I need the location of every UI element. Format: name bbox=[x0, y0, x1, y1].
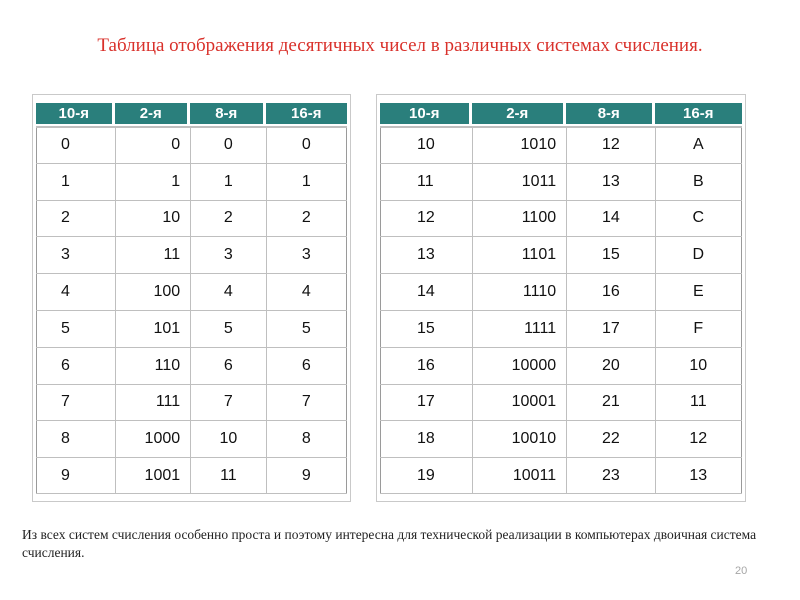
table-row bbox=[380, 163, 742, 200]
cell-octal: 10 bbox=[190, 421, 265, 457]
cell-octal: 6 bbox=[190, 348, 265, 384]
cell-hex: 5 bbox=[266, 311, 347, 347]
header-decimal: 10-я bbox=[36, 103, 115, 124]
cell-octal: 21 bbox=[566, 385, 654, 421]
cell-decimal: 9 bbox=[36, 458, 115, 493]
cell-hex: 4 bbox=[266, 274, 347, 310]
cell-hex: 9 bbox=[266, 458, 347, 493]
cell-decimal: 16 bbox=[380, 348, 472, 384]
cell-binary: 10010 bbox=[472, 421, 566, 457]
header-octal: 8-я bbox=[190, 103, 266, 124]
table-row bbox=[36, 126, 347, 163]
cell-octal: 12 bbox=[566, 128, 654, 163]
cell-hex: 3 bbox=[266, 237, 347, 273]
table-header bbox=[380, 103, 742, 124]
cell-decimal: 3 bbox=[36, 237, 115, 273]
cell-hex: 8 bbox=[266, 421, 347, 457]
cell-octal: 3 bbox=[190, 237, 265, 273]
cell-decimal: 13 bbox=[380, 237, 472, 273]
cell-binary: 11 bbox=[115, 237, 191, 273]
cell-octal: 2 bbox=[190, 201, 265, 237]
cell-binary: 1001 bbox=[115, 458, 191, 493]
cell-binary: 1000 bbox=[115, 421, 191, 457]
cell-hex: 7 bbox=[266, 385, 347, 421]
table-row bbox=[380, 420, 742, 457]
slide-title: Таблица отображения десятичных чисел в различных системах счисления. bbox=[97, 35, 703, 56]
table-row bbox=[380, 347, 742, 384]
cell-decimal: 14 bbox=[380, 274, 472, 310]
cell-octal: 17 bbox=[566, 311, 654, 347]
table-row bbox=[36, 384, 347, 421]
cell-decimal: 6 bbox=[36, 348, 115, 384]
table-row bbox=[380, 126, 742, 163]
cell-octal: 15 bbox=[566, 237, 654, 273]
cell-binary: 1111 bbox=[472, 311, 566, 347]
cell-hex: D bbox=[655, 237, 742, 273]
cell-decimal: 10 bbox=[380, 128, 472, 163]
cell-binary: 1010 bbox=[472, 128, 566, 163]
cell-binary: 111 bbox=[115, 385, 191, 421]
table-row bbox=[36, 347, 347, 384]
cell-binary: 10011 bbox=[472, 458, 566, 493]
table-row bbox=[36, 273, 347, 310]
cell-decimal: 15 bbox=[380, 311, 472, 347]
cell-binary: 1100 bbox=[472, 201, 566, 237]
number-table-left bbox=[32, 94, 351, 502]
cell-octal: 13 bbox=[566, 164, 654, 200]
cell-decimal: 19 bbox=[380, 458, 472, 493]
table-row bbox=[380, 273, 742, 310]
cell-decimal: 8 bbox=[36, 421, 115, 457]
cell-decimal: 12 bbox=[380, 201, 472, 237]
cell-hex: B bbox=[655, 164, 742, 200]
table-row bbox=[380, 457, 742, 494]
cell-decimal: 7 bbox=[36, 385, 115, 421]
cell-decimal: 4 bbox=[36, 274, 115, 310]
table-row bbox=[36, 163, 347, 200]
table-row bbox=[380, 310, 742, 347]
cell-octal: 14 bbox=[566, 201, 654, 237]
cell-decimal: 17 bbox=[380, 385, 472, 421]
cell-decimal: 0 bbox=[36, 128, 115, 163]
cell-binary: 10 bbox=[115, 201, 191, 237]
cell-hex: 11 bbox=[655, 385, 742, 421]
cell-binary: 101 bbox=[115, 311, 191, 347]
cell-decimal: 18 bbox=[380, 421, 472, 457]
cell-octal: 16 bbox=[566, 274, 654, 310]
cell-hex: 0 bbox=[266, 128, 347, 163]
table-row bbox=[36, 310, 347, 347]
table-body bbox=[380, 126, 742, 499]
cell-hex: C bbox=[655, 201, 742, 237]
cell-octal: 22 bbox=[566, 421, 654, 457]
cell-decimal: 1 bbox=[36, 164, 115, 200]
cell-octal: 20 bbox=[566, 348, 654, 384]
cell-octal: 11 bbox=[190, 458, 265, 493]
number-table-right bbox=[376, 94, 746, 502]
cell-decimal: 2 bbox=[36, 201, 115, 237]
header-hex: 16-я bbox=[291, 105, 322, 122]
page-number: 20 bbox=[735, 565, 748, 577]
caption-text: Из всех систем счисления особенно проста и поэтому интересна для технической реализации в компьютерах двоичная система счисления. bbox=[22, 527, 757, 560]
table-row bbox=[380, 200, 742, 237]
cell-octal: 4 bbox=[190, 274, 265, 310]
cell-hex: A bbox=[655, 128, 742, 163]
header-octal: 8-я bbox=[566, 103, 655, 124]
cell-binary: 1011 bbox=[472, 164, 566, 200]
cell-octal: 5 bbox=[190, 311, 265, 347]
cell-binary: 1 bbox=[115, 164, 191, 200]
cell-binary: 1101 bbox=[472, 237, 566, 273]
cell-hex: 6 bbox=[266, 348, 347, 384]
cell-decimal: 5 bbox=[36, 311, 115, 347]
cell-decimal: 11 bbox=[380, 164, 472, 200]
cell-binary: 100 bbox=[115, 274, 191, 310]
table-row bbox=[36, 457, 347, 494]
table-row bbox=[36, 236, 347, 273]
cell-hex: 1 bbox=[266, 164, 347, 200]
cell-hex: F bbox=[655, 311, 742, 347]
cell-hex: 12 bbox=[655, 421, 742, 457]
cell-hex: E bbox=[655, 274, 742, 310]
cell-hex: 13 bbox=[655, 458, 742, 493]
cell-binary: 0 bbox=[115, 128, 191, 163]
cell-octal: 0 bbox=[190, 128, 265, 163]
table-header bbox=[36, 103, 347, 124]
cell-binary: 10000 bbox=[472, 348, 566, 384]
cell-octal: 23 bbox=[566, 458, 654, 493]
cell-octal: 1 bbox=[190, 164, 265, 200]
cell-binary: 10001 bbox=[472, 385, 566, 421]
header-binary: 2-я bbox=[472, 103, 566, 124]
cell-hex: 2 bbox=[266, 201, 347, 237]
cell-binary: 110 bbox=[115, 348, 191, 384]
cell-binary: 1110 bbox=[472, 274, 566, 310]
header-hex: 16-я bbox=[683, 105, 714, 122]
table-row bbox=[36, 420, 347, 457]
table-row bbox=[380, 236, 742, 273]
table-body bbox=[36, 126, 347, 499]
header-binary: 2-я bbox=[115, 103, 191, 124]
cell-hex: 10 bbox=[655, 348, 742, 384]
table-row bbox=[36, 200, 347, 237]
header-decimal: 10-я bbox=[380, 103, 472, 124]
cell-octal: 7 bbox=[190, 385, 265, 421]
table-row bbox=[380, 384, 742, 421]
